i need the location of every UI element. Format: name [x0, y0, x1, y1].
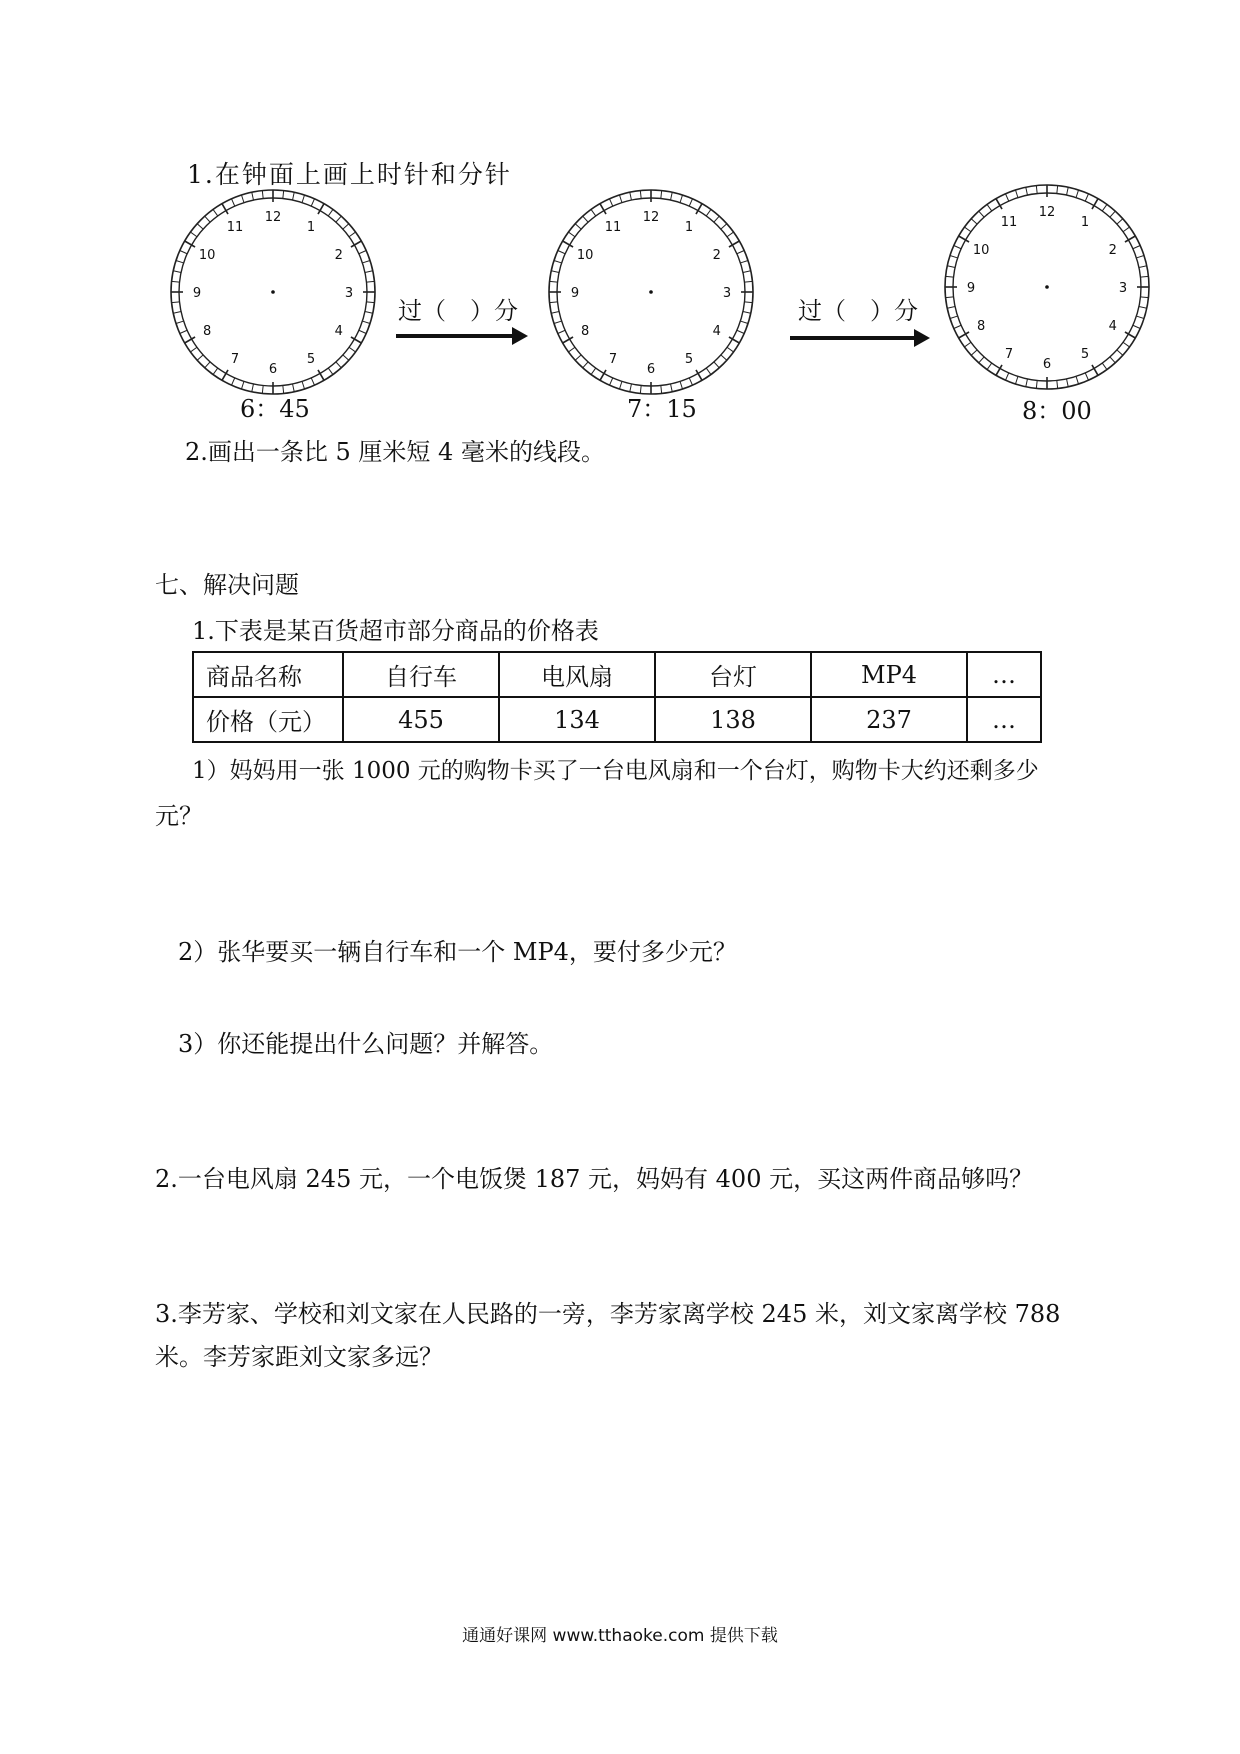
clock-number: 11 [226, 220, 244, 236]
clock-number: 4 [334, 324, 343, 339]
clock-number: 8 [203, 324, 212, 339]
clock-tick [205, 362, 210, 368]
clock-number: 6 [268, 362, 278, 377]
clock-tick [1123, 227, 1129, 232]
problem2: 2.一台电风扇 245 元，一个电饭煲 187 元，妈妈有 400 元，买这两件商品够吗？ [155, 1165, 1034, 1193]
clock-tick [241, 195, 243, 203]
clock-tick [213, 209, 218, 215]
clock-tick [947, 266, 955, 268]
clock-tick [680, 381, 682, 389]
clock-tick [550, 302, 558, 303]
clock-tick [302, 195, 304, 203]
problem1-sub3: 3）你还能提出什么问题？并解答。 [178, 1030, 554, 1058]
clock-tick [366, 302, 374, 303]
clock-number: 8 [977, 319, 986, 334]
clock-tick [213, 368, 218, 374]
clock-tick [1117, 219, 1123, 224]
clock-tick [689, 378, 692, 385]
clock-tick [1015, 190, 1017, 198]
clock-number: 3 [344, 286, 354, 301]
clock-number: 12 [1038, 205, 1056, 220]
q2-title: 2.画出一条比 5 厘米短 4 毫米的线段。 [185, 438, 605, 466]
problem3-line1: 3.李芳家、学校和刘文家在人民路的一旁，李芳家离学校 245 米，刘文家离学校 788 [155, 1300, 1061, 1328]
clock-tick [1139, 307, 1147, 309]
problem1-sub1-line1: 1）妈妈用一张 1000 元的购物卡买了一台电风扇和一个台灯，购物卡大约还剩多少 [192, 758, 1039, 784]
clock-tick [1139, 266, 1147, 268]
clock-tick [727, 347, 733, 352]
clock-tick [554, 321, 562, 323]
table-row [193, 652, 1041, 697]
clock-tick [727, 232, 733, 237]
clock-tick [293, 192, 295, 200]
clock-center-dot [271, 290, 275, 294]
clock-tick [558, 330, 565, 333]
footer: 通通好课网 www.tthaoke.com 提供下载 [462, 1626, 778, 1646]
clock-tick [737, 330, 744, 333]
arrow-2-icon [790, 334, 930, 342]
clock-tick [979, 357, 984, 363]
clock-tick [173, 271, 181, 273]
clock-tick [1123, 342, 1129, 347]
clock-tick [568, 347, 574, 352]
clock-tick [241, 381, 243, 389]
clock-number: 6 [646, 362, 656, 377]
clock-tick [349, 347, 355, 352]
clock-tick [971, 350, 977, 355]
problem1-sub1-line2: 元？ [155, 802, 203, 830]
clock-tick [1015, 376, 1017, 384]
clock-tick [987, 363, 992, 369]
clock-tick [721, 224, 727, 229]
clock-tick [1085, 194, 1088, 201]
problem1-title: 1.下表是某百货超市部分商品的价格表 [192, 617, 599, 645]
clock-tick [1133, 246, 1140, 249]
table-cell: 138 [655, 697, 811, 742]
clock-tick [954, 325, 961, 328]
clock-tick [740, 260, 748, 262]
clock-tick [176, 260, 184, 262]
table-cell: 电风扇 [499, 652, 655, 697]
clock-number: 5 [306, 351, 316, 367]
clock-number: 10 [576, 248, 594, 263]
clock-tick [1067, 187, 1069, 195]
clock-tick [610, 199, 613, 206]
clock-number: 7 [1004, 346, 1014, 362]
clock-number: 11 [1000, 215, 1018, 231]
clock-number: 10 [972, 243, 990, 258]
clock-tick [591, 209, 596, 215]
clock-number: 11 [604, 220, 622, 236]
clock-number: 12 [642, 210, 660, 225]
clock-tick [1110, 211, 1115, 217]
clock-tick [1085, 373, 1088, 380]
clock-tick [671, 192, 673, 200]
clock-tick [1006, 373, 1009, 380]
clock-tick [964, 342, 970, 347]
problem1-sub2: 2）张华要买一辆自行车和一个 MP4，要付多少元？ [178, 938, 737, 966]
clock-tick [283, 191, 284, 199]
clock-face-3[interactable] [942, 182, 1152, 392]
clock-face-1[interactable] [168, 187, 378, 397]
clock-1-time: 6：45 [240, 395, 310, 423]
clock-tick [232, 378, 235, 385]
clock-tick [568, 232, 574, 237]
clock-tick [197, 224, 203, 229]
clock-number: 1 [306, 220, 316, 236]
clock-tick [365, 312, 373, 314]
clock-tick [180, 330, 187, 333]
clock-tick [311, 199, 314, 206]
clock-number: 5 [684, 351, 694, 367]
clock-tick [1102, 204, 1107, 210]
clock-tick [173, 312, 181, 314]
clock-tick [180, 251, 187, 254]
clock-tick [1140, 297, 1148, 298]
clock-tick [575, 224, 581, 229]
clock-number: 2 [1108, 243, 1117, 258]
clock-tick [205, 216, 210, 222]
table-cell: 自行车 [343, 652, 499, 697]
clock-tick [964, 227, 970, 232]
clock-number: 2 [712, 248, 721, 263]
clock-number: 9 [570, 286, 580, 301]
clock-tick [744, 281, 752, 282]
clock-tick [197, 355, 203, 360]
clock-tick [366, 281, 374, 282]
clock-tick [1026, 187, 1028, 195]
clock-tick [610, 378, 613, 385]
clock-2-time: 7：15 [627, 395, 697, 423]
problem3-line2: 米。李芳家距刘文家多远？ [155, 1343, 443, 1371]
clock-1-icon [168, 187, 378, 397]
clock-tick [1110, 357, 1115, 363]
clock-tick [176, 321, 184, 323]
clock-tick [1006, 194, 1009, 201]
clock-tick [359, 251, 366, 254]
clock-tick [714, 216, 719, 222]
clock-tick [362, 321, 370, 323]
clock-tick [706, 209, 711, 215]
clock-number: 4 [712, 324, 721, 339]
clock-number: 1 [684, 220, 694, 236]
table-cell: 455 [343, 697, 499, 742]
clock-number: 5 [1080, 346, 1090, 362]
clock-tick [640, 191, 641, 199]
clock-tick [987, 204, 992, 210]
clock-tick [1067, 379, 1069, 387]
clock-tick [336, 362, 341, 368]
clock-tick [1140, 276, 1148, 277]
clock-tick [349, 232, 355, 237]
clock-tick [328, 368, 333, 374]
clock-tick [737, 251, 744, 254]
clock-number: 6 [1042, 357, 1052, 372]
clock-tick [954, 246, 961, 249]
clock-tick [946, 276, 954, 277]
clock-tick [743, 271, 751, 273]
clock-tick [1057, 380, 1058, 388]
clock-3-time: 8：00 [1022, 397, 1092, 425]
clock-number: 9 [192, 286, 202, 301]
clock-tick [630, 192, 632, 200]
clock-tick [1036, 380, 1037, 388]
clock-number: 12 [264, 210, 282, 225]
clock-number: 4 [1108, 319, 1117, 334]
clock-number: 10 [198, 248, 216, 263]
clock-tick [680, 195, 682, 203]
clock-tick [551, 312, 559, 314]
clock-tick [714, 362, 719, 368]
clock-tick [252, 192, 254, 200]
clock-tick [551, 271, 559, 273]
clock-tick [343, 224, 349, 229]
clock-tick [1136, 255, 1144, 257]
arrow-1-label: 过（ ）分 [398, 297, 518, 325]
clock-number: 3 [1118, 281, 1128, 296]
clock-tick [554, 260, 562, 262]
clock-tick [1076, 376, 1078, 384]
clock-tick [343, 355, 349, 360]
clock-tick [979, 211, 984, 217]
clock-tick [744, 302, 752, 303]
clock-tick [619, 381, 621, 389]
clock-tick [661, 191, 662, 199]
clock-tick [336, 216, 341, 222]
clock-tick [721, 355, 727, 360]
clock-tick [1057, 186, 1058, 194]
clock-tick [302, 381, 304, 389]
table-cell: 商品名称 [193, 652, 343, 697]
clock-tick [1136, 316, 1144, 318]
arrow-1-icon [396, 332, 528, 340]
clock-tick [328, 209, 333, 215]
clock-tick [946, 297, 954, 298]
arrow-2-label: 过（ ）分 [798, 297, 918, 325]
clock-tick [232, 199, 235, 206]
clock-tick [971, 219, 977, 224]
table-cell: … [967, 697, 1041, 742]
section7-heading: 七、解决问题 [155, 571, 299, 599]
clock-number: 7 [230, 351, 240, 367]
clock-tick [950, 255, 958, 257]
clock-face-2[interactable] [546, 187, 756, 397]
clock-tick [558, 251, 565, 254]
clock-tick [172, 302, 180, 303]
clock-tick [172, 281, 180, 282]
clock-2-icon [546, 187, 756, 397]
table-cell: 价格（元） [193, 697, 343, 742]
clock-tick [1117, 350, 1123, 355]
clock-tick [365, 271, 373, 273]
clock-number: 8 [581, 324, 590, 339]
clock-tick [190, 232, 196, 237]
clock-3-icon [942, 182, 1152, 392]
clock-tick [311, 378, 314, 385]
table-cell: 134 [499, 697, 655, 742]
clock-tick [1076, 190, 1078, 198]
table-cell: 台灯 [655, 652, 811, 697]
clock-number: 9 [966, 281, 976, 296]
clock-tick [550, 281, 558, 282]
clock-tick [740, 321, 748, 323]
clock-number: 2 [334, 248, 343, 263]
clock-tick [1036, 186, 1037, 194]
clock-number: 7 [608, 351, 618, 367]
clock-tick [689, 199, 692, 206]
price-table [192, 651, 1042, 743]
clock-tick [190, 347, 196, 352]
clock-tick [591, 368, 596, 374]
table-cell: 237 [811, 697, 967, 742]
clock-tick [950, 316, 958, 318]
clock-tick [575, 355, 581, 360]
q1-title: 1.在钟面上画上时针和分针 [187, 160, 512, 189]
table-cell: MP4 [811, 652, 967, 697]
clock-tick [619, 195, 621, 203]
clock-tick [583, 362, 588, 368]
clock-number: 1 [1080, 215, 1090, 231]
clock-tick [1133, 325, 1140, 328]
clock-center-dot [649, 290, 653, 294]
table-row [193, 697, 1041, 742]
clock-tick [262, 191, 263, 199]
clock-number: 3 [722, 286, 732, 301]
clock-tick [362, 260, 370, 262]
clock-tick [947, 307, 955, 309]
clock-center-dot [1045, 285, 1049, 289]
clock-tick [1026, 379, 1028, 387]
clock-tick [359, 330, 366, 333]
clock-tick [743, 312, 751, 314]
clock-tick [1102, 363, 1107, 369]
clock-tick [706, 368, 711, 374]
table-cell: … [967, 652, 1041, 697]
clock-tick [583, 216, 588, 222]
